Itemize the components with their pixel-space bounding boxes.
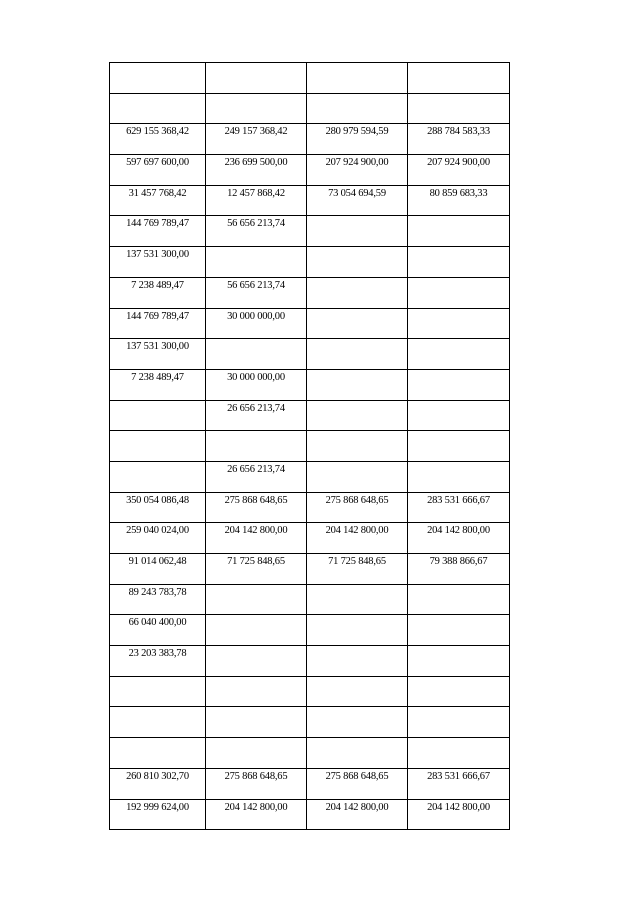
table-cell [206, 799, 307, 830]
cell-value: 144 769 789,47 [126, 218, 189, 230]
cell-value: 7 238 489,47 [131, 371, 184, 383]
cell-value [307, 462, 407, 464]
table-cell [206, 461, 307, 492]
cell-value: 30 000 000,00 [227, 371, 285, 383]
table-cell [110, 93, 206, 124]
cell-value: 137 531 300,00 [126, 249, 189, 261]
table-row [110, 277, 510, 308]
table-cell [307, 554, 408, 585]
table-cell [408, 615, 510, 646]
cell-value [408, 216, 509, 218]
cell-value [307, 646, 407, 648]
table-cell [307, 155, 408, 186]
cell-value [408, 677, 509, 679]
cell-value [206, 585, 306, 587]
table-row [110, 461, 510, 492]
table-cell [307, 400, 408, 431]
cell-value [307, 370, 407, 372]
cell-value [206, 738, 306, 740]
table-cell [408, 554, 510, 585]
table-cell [408, 523, 510, 554]
cell-value [307, 401, 407, 403]
cell-value: 283 531 666,67 [427, 494, 490, 506]
cell-value: 204 142 800,00 [224, 801, 288, 813]
cell-value [110, 431, 205, 433]
table-cell [408, 124, 510, 155]
cell-value [206, 707, 306, 709]
cell-value: 275 868 648,65 [224, 770, 288, 782]
cell-value: 207 924 900,00 [325, 157, 389, 169]
table-cell [110, 308, 206, 339]
table-row [110, 216, 510, 247]
table-cell [307, 369, 408, 400]
table-cell [307, 768, 408, 799]
cell-value: 207 924 900,00 [427, 157, 490, 169]
cell-value [408, 707, 509, 709]
table-cell [110, 63, 206, 94]
cell-value [408, 94, 509, 96]
table-cell [206, 492, 307, 523]
cell-value: 91 014 062,48 [128, 556, 187, 567]
cell-value [110, 462, 205, 464]
cell-value [307, 309, 407, 311]
cell-value: 192 999 624,00 [126, 801, 189, 813]
table-cell [110, 584, 206, 615]
table-cell [408, 63, 510, 94]
table-cell [408, 707, 510, 738]
table-cell [307, 707, 408, 738]
table-cell [408, 676, 510, 707]
table-row [110, 369, 510, 400]
table-cell [206, 247, 307, 278]
cell-value [307, 738, 407, 740]
cell-value: 7 238 489,47 [131, 279, 184, 291]
cell-value [110, 63, 205, 65]
table-cell [307, 492, 408, 523]
table-cell [206, 738, 307, 769]
cell-value: 79 388 866,67 [429, 556, 488, 567]
cell-value [307, 247, 407, 249]
cell-value: 204 142 800,00 [224, 525, 288, 537]
table-cell [110, 247, 206, 278]
table-row [110, 400, 510, 431]
cell-value [408, 339, 509, 341]
table-cell [408, 738, 510, 769]
table-cell [408, 431, 510, 462]
cell-value [307, 94, 407, 96]
table-cell [408, 584, 510, 615]
table-cell [307, 461, 408, 492]
table-cell [307, 308, 408, 339]
table-cell [110, 431, 206, 462]
table-cell [110, 768, 206, 799]
table-cell [307, 646, 408, 677]
table-cell [110, 554, 206, 585]
cell-value [408, 309, 509, 311]
table-cell [110, 738, 206, 769]
table-cell [206, 707, 307, 738]
table-cell [206, 369, 307, 400]
table-row [110, 768, 510, 799]
table-row [110, 185, 510, 216]
cell-value [206, 63, 306, 65]
table-cell [408, 339, 510, 370]
cell-value: 236 699 500,00 [224, 157, 288, 169]
financial-table [109, 62, 510, 830]
table-row [110, 63, 510, 94]
cell-value [206, 339, 306, 341]
cell-value: 350 054 086,48 [126, 494, 189, 506]
cell-value [408, 738, 509, 740]
table-cell [307, 584, 408, 615]
cell-value [307, 216, 407, 218]
table-cell [206, 400, 307, 431]
table-cell [110, 185, 206, 216]
table-cell [307, 523, 408, 554]
cell-value: 204 142 800,00 [427, 525, 490, 537]
table-cell [408, 369, 510, 400]
cell-value: 275 868 648,65 [325, 494, 389, 506]
table-cell [307, 277, 408, 308]
table-cell [408, 768, 510, 799]
table-cell [206, 185, 307, 216]
cell-value: 259 040 024,00 [126, 525, 189, 537]
table-cell [408, 400, 510, 431]
table-cell [307, 247, 408, 278]
table-row [110, 308, 510, 339]
table-cell [206, 339, 307, 370]
table-cell [408, 247, 510, 278]
cell-value: 73 054 694,59 [328, 187, 386, 199]
table-cell [408, 461, 510, 492]
cell-value: 31 457 768,42 [128, 187, 187, 199]
cell-value [110, 94, 205, 96]
cell-value: 204 142 800,00 [325, 801, 389, 813]
table-cell [307, 185, 408, 216]
table-body [110, 63, 510, 830]
table-cell [206, 646, 307, 677]
cell-value [408, 462, 509, 464]
cell-value: 56 656 213,74 [227, 218, 285, 230]
cell-value [110, 401, 205, 403]
cell-value [408, 585, 509, 587]
cell-value: 204 142 800,00 [427, 801, 490, 813]
table-cell [307, 676, 408, 707]
table-cell [110, 799, 206, 830]
cell-value [206, 94, 306, 96]
table-cell [408, 277, 510, 308]
cell-value: 283 531 666,67 [427, 770, 490, 782]
cell-value [408, 370, 509, 372]
table-row [110, 247, 510, 278]
table-cell [206, 554, 307, 585]
table-cell [307, 615, 408, 646]
table-cell [307, 93, 408, 124]
cell-value [408, 431, 509, 433]
cell-value: 56 656 213,74 [227, 279, 285, 291]
table-cell [307, 124, 408, 155]
table-cell [206, 93, 307, 124]
cell-value: 629 155 368,42 [126, 126, 189, 138]
table-row [110, 554, 510, 585]
table-row [110, 584, 510, 615]
table-cell [206, 431, 307, 462]
table-cell [206, 63, 307, 94]
table-cell [206, 768, 307, 799]
table-row [110, 799, 510, 830]
cell-value [307, 63, 407, 65]
cell-value [110, 707, 205, 709]
cell-value [307, 707, 407, 709]
table-row [110, 339, 510, 370]
cell-value [307, 585, 407, 587]
cell-value [110, 677, 205, 679]
table-cell [206, 216, 307, 247]
table-cell [408, 799, 510, 830]
table-row [110, 124, 510, 155]
table-cell [206, 615, 307, 646]
table-row [110, 615, 510, 646]
cell-value [206, 431, 306, 433]
cell-value [307, 431, 407, 433]
table-cell [206, 523, 307, 554]
table-cell [307, 738, 408, 769]
cell-value: 26 656 213,74 [227, 463, 285, 475]
cell-value: 26 656 213,74 [227, 402, 285, 414]
cell-value [206, 646, 306, 648]
cell-value: 71 725 848,65 [328, 556, 386, 567]
table-cell [408, 155, 510, 186]
table-cell [408, 93, 510, 124]
table-row [110, 93, 510, 124]
table-cell [206, 155, 307, 186]
table-cell [307, 339, 408, 370]
cell-value [206, 677, 306, 679]
cell-value: 66 040 400,00 [128, 617, 187, 629]
cell-value [408, 63, 509, 65]
table-cell [307, 799, 408, 830]
table-cell [408, 185, 510, 216]
cell-value [307, 339, 407, 341]
table-cell [110, 707, 206, 738]
table-cell [110, 277, 206, 308]
cell-value: 12 457 868,42 [227, 187, 285, 199]
cell-value: 80 859 683,33 [429, 187, 488, 199]
cell-value [307, 677, 407, 679]
table-cell [110, 155, 206, 186]
cell-value: 249 157 368,42 [224, 126, 288, 138]
table-row [110, 492, 510, 523]
cell-value: 275 868 648,65 [325, 770, 389, 782]
cell-value [408, 646, 509, 648]
table-cell [307, 216, 408, 247]
table-cell [110, 676, 206, 707]
table-row [110, 646, 510, 677]
cell-value: 89 243 783,78 [128, 586, 187, 598]
table-cell [110, 216, 206, 247]
table-cell [110, 646, 206, 677]
table-row [110, 738, 510, 769]
cell-value [206, 247, 306, 249]
table-cell [206, 277, 307, 308]
table-cell [206, 676, 307, 707]
cell-value: 137 531 300,00 [126, 341, 189, 353]
table-cell [110, 492, 206, 523]
cell-value: 71 725 848,65 [227, 556, 285, 567]
cell-value: 204 142 800,00 [325, 525, 389, 537]
table-cell [408, 216, 510, 247]
cell-value [408, 278, 509, 280]
table-cell [408, 492, 510, 523]
table-cell [110, 400, 206, 431]
cell-value: 597 697 600,00 [126, 157, 189, 169]
table-cell [408, 646, 510, 677]
table-row [110, 707, 510, 738]
cell-value [408, 615, 509, 617]
cell-value [307, 278, 407, 280]
table-cell [206, 124, 307, 155]
cell-value [307, 615, 407, 617]
table-cell [206, 584, 307, 615]
table-row [110, 431, 510, 462]
table-cell [110, 369, 206, 400]
cell-value: 275 868 648,65 [224, 494, 288, 506]
table-cell [110, 523, 206, 554]
table-cell [110, 124, 206, 155]
table-cell [110, 339, 206, 370]
table-row [110, 155, 510, 186]
cell-value: 144 769 789,47 [126, 310, 189, 322]
table-cell [110, 615, 206, 646]
cell-value [408, 401, 509, 403]
cell-value: 30 000 000,00 [227, 310, 285, 322]
cell-value: 288 784 583,33 [427, 126, 490, 138]
table-cell [110, 461, 206, 492]
table-cell [307, 63, 408, 94]
table-row [110, 523, 510, 554]
cell-value: 280 979 594,59 [325, 126, 389, 138]
cell-value [206, 615, 306, 617]
table-cell [206, 308, 307, 339]
table-cell [408, 308, 510, 339]
cell-value: 260 810 302,70 [126, 770, 189, 782]
cell-value: 23 203 383,78 [128, 648, 187, 660]
table-cell [307, 431, 408, 462]
cell-value [110, 738, 205, 740]
table-row [110, 676, 510, 707]
cell-value [408, 247, 509, 249]
